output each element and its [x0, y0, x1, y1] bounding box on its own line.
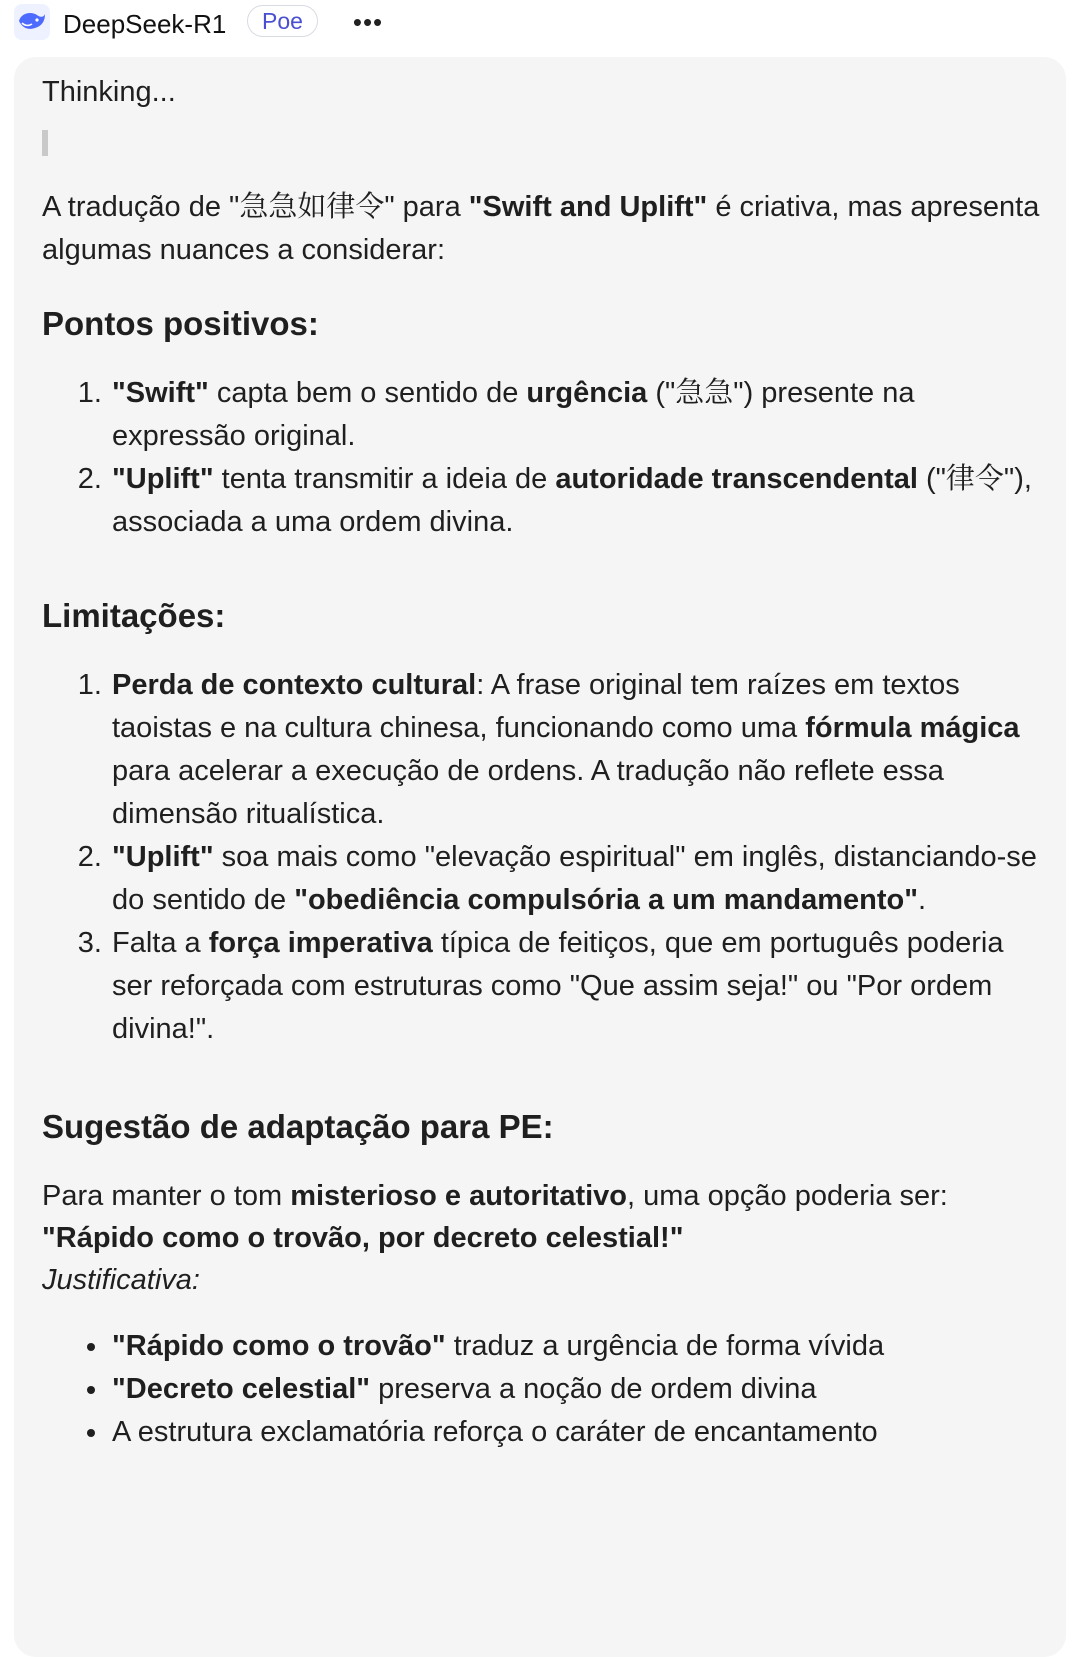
list-item	[110, 372, 1042, 458]
list-pontos-positivos	[42, 372, 1042, 544]
sugestao-paragraph	[42, 1175, 1042, 1301]
text: típica de feitiços, que em português poderia ser reforçada com estruturas como "Que assim seja!" ou "Por ordem divina!".	[112, 927, 1004, 1045]
list-item	[110, 836, 1042, 922]
bold-text: força imperativa	[208, 927, 433, 959]
text: : A frase original tem raízes em textos taoistas e na cultura chinesa, funcionando como uma	[112, 669, 960, 744]
message-content	[42, 70, 1042, 1454]
intro-paragraph	[42, 186, 1042, 272]
more-options-button[interactable]: •••	[352, 6, 384, 37]
heading-sugestao: Sugestão de adaptação para PE:	[42, 1108, 554, 1145]
heading-pontos-positivos: Pontos positivos:	[42, 305, 319, 342]
thinking-label: Thinking...	[42, 76, 176, 108]
justificativa-label: Justificativa:	[42, 1264, 200, 1296]
list-item	[110, 1411, 1042, 1454]
list-item	[110, 458, 1042, 544]
text: para acelerar a execução de ordens. A tradução não reflete essa dimensão ritualística.	[112, 755, 944, 830]
list-item	[110, 1368, 1042, 1411]
list-item	[110, 1325, 1042, 1368]
bold-text: "Rápido como o trovão"	[112, 1330, 446, 1362]
bot-name[interactable]: DeepSeek-R1	[63, 9, 227, 39]
list-justificativa	[42, 1325, 1042, 1454]
text: , uma opção poderia ser:	[627, 1180, 948, 1212]
list-item	[110, 922, 1042, 1051]
bot-avatar[interactable]	[14, 4, 50, 40]
bold-text: fórmula mágica	[805, 712, 1020, 744]
bold-text: autoridade transcendental	[555, 463, 918, 495]
bold-text: "Uplift"	[112, 463, 214, 495]
intro-text-end: é criativa, mas apresenta algumas nuances a considerar:	[42, 191, 1040, 266]
text: .	[917, 884, 927, 916]
bold-text: "Uplift"	[112, 841, 214, 873]
bold-text: urgência	[526, 377, 648, 409]
chat-header	[0, 0, 1080, 48]
text: Para manter o tom	[42, 1180, 291, 1212]
text: capta bem o sentido de	[208, 377, 527, 409]
list-limitacoes	[42, 664, 1042, 1051]
intro-text: A tradução de "急急如律令" para	[42, 191, 469, 223]
intro-bold: "Swift and Uplift"	[468, 191, 708, 223]
text: ("律令"), associada a uma ordem divina.	[112, 463, 1032, 538]
text: preserva a noção de ordem divina	[370, 1373, 817, 1405]
text: traduz a urgência de forma vívida	[445, 1330, 885, 1362]
list-item	[110, 664, 1042, 836]
heading-limitacoes: Limitações:	[42, 597, 226, 634]
suggestion-phrase: "Rápido como o trovão, por decreto celestial!"	[42, 1222, 684, 1254]
bold-text: "obediência compulsória a um mandamento"	[294, 884, 918, 916]
thinking-quote-bar	[42, 130, 48, 156]
text: tenta transmitir a ideia de	[213, 463, 556, 495]
whale-icon	[17, 9, 47, 35]
text: soa mais como "elevação espiritual" em inglês, distanciando-se do sentido de	[112, 841, 1037, 916]
text: A estrutura exclamatória reforça o caráter de encantamento	[112, 1416, 878, 1448]
bold-text: "Swift"	[112, 377, 209, 409]
bold-text: misterioso e autoritativo	[290, 1180, 628, 1212]
bold-text: "Decreto celestial"	[112, 1373, 371, 1405]
bold-text: Perda de contexto cultural	[112, 669, 477, 701]
text: Falta a	[112, 927, 209, 959]
text: ("急急") presente na expressão original.	[112, 377, 915, 452]
poe-badge[interactable]: Poe	[247, 5, 318, 37]
